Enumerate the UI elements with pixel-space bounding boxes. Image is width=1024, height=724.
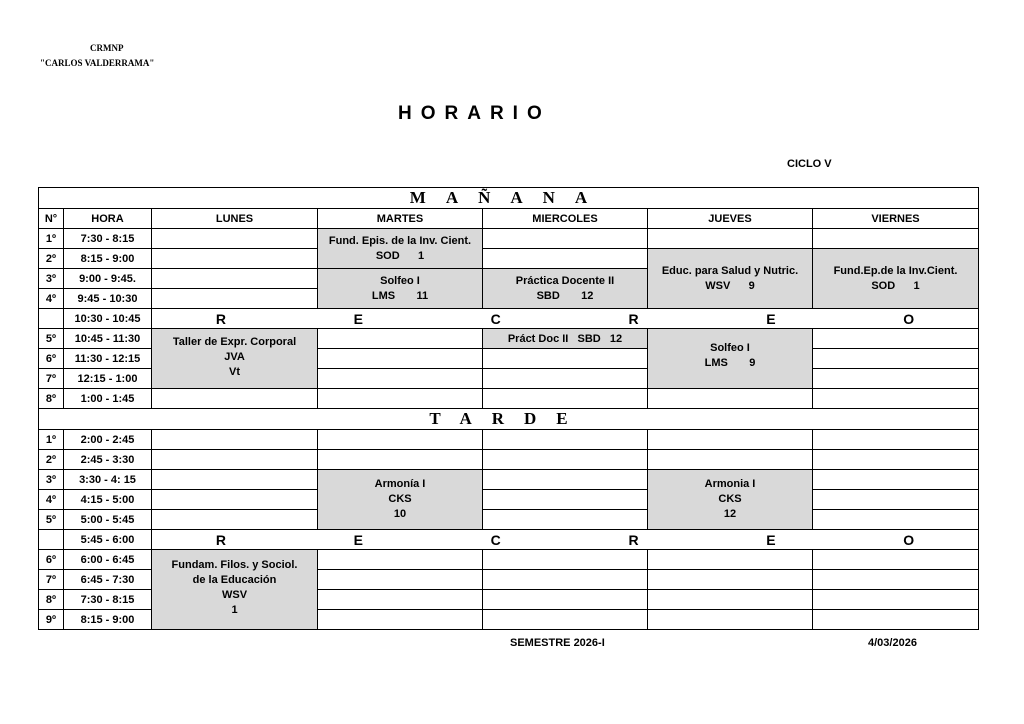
recreo-letter: R — [215, 531, 226, 548]
header-day: JUEVES — [648, 209, 813, 229]
recreo-row — [39, 530, 979, 550]
class-line: 10 — [393, 508, 407, 520]
empty-cell — [813, 570, 979, 590]
empty-cell — [318, 389, 483, 409]
empty-cell — [318, 349, 483, 369]
empty-cell — [813, 349, 979, 369]
header-num: N° — [39, 209, 64, 229]
empty-cell — [813, 329, 979, 349]
empty-cell — [318, 450, 483, 470]
period-number: 4º — [39, 490, 64, 510]
period-number: 6º — [39, 550, 64, 570]
recreo-letter: E — [766, 310, 776, 327]
recreo-letter: C — [490, 531, 501, 548]
period-time: 5:00 - 5:45 — [64, 510, 152, 530]
empty-cell — [483, 490, 648, 510]
class-line: Práct Doc II SBD 12 — [507, 332, 623, 345]
empty-cell — [483, 389, 648, 409]
empty-cell — [813, 470, 979, 490]
table-row — [39, 329, 979, 349]
table-row — [39, 249, 979, 269]
header-hora: HORA — [64, 209, 152, 229]
cycle-label: CICLO V — [787, 158, 832, 170]
period-time: 9:45 - 10:30 — [64, 289, 152, 309]
class-line: Solfeo I — [380, 274, 420, 287]
empty-cell — [318, 369, 483, 389]
period-time: 8:15 - 9:00 — [64, 610, 152, 630]
period-time: 2:45 - 3:30 — [64, 450, 152, 470]
period-time: 3:30 - 4: 15 — [64, 470, 152, 490]
class-fundam-filos — [152, 550, 318, 630]
empty-cell — [152, 450, 318, 470]
class-line: Taller de Expr. Corporal — [172, 336, 297, 348]
period-number: 8º — [39, 389, 64, 409]
empty-cell — [318, 590, 483, 610]
period-time: 10:45 - 11:30 — [64, 329, 152, 349]
recreo-letter: C — [490, 310, 501, 327]
class-fund-ep — [813, 249, 979, 309]
empty-cell — [152, 470, 318, 490]
header-day: LUNES — [152, 209, 318, 229]
empty-cell — [152, 389, 318, 409]
period-number — [39, 309, 64, 329]
class-line: 1 — [231, 604, 238, 616]
empty-cell — [483, 450, 648, 470]
recreo-letter: R — [628, 310, 639, 327]
period-number: 1º — [39, 229, 64, 249]
empty-cell — [152, 269, 318, 289]
period-number: 2º — [39, 249, 64, 269]
period-time: 9:00 - 9:45. — [64, 269, 152, 289]
class-taller — [152, 329, 318, 389]
period-number: 7º — [39, 570, 64, 590]
class-practica — [483, 269, 648, 309]
class-line: Fundam. Filos. y Sociol. — [171, 559, 298, 571]
empty-cell — [483, 349, 648, 369]
period-time: 12:15 - 1:00 — [64, 369, 152, 389]
class-line: SOD 1 — [871, 279, 920, 292]
class-solfeo-thu — [648, 329, 813, 389]
table-row — [39, 389, 979, 409]
empty-cell — [813, 490, 979, 510]
empty-cell — [483, 249, 648, 269]
class-line: CKS — [718, 493, 742, 505]
class-armonia-thu — [648, 470, 813, 530]
class-line: Vt — [229, 366, 240, 378]
recreo-letter: E — [766, 531, 776, 548]
empty-cell — [813, 430, 979, 450]
class-line: SOD 1 — [375, 249, 425, 262]
period-time: 2:00 - 2:45 — [64, 430, 152, 450]
empty-cell — [152, 430, 318, 450]
empty-cell — [648, 550, 813, 570]
empty-cell — [318, 570, 483, 590]
recreo-letter: O — [903, 310, 915, 327]
class-line: WSV — [221, 589, 248, 601]
section-morning: MAÑANA — [39, 188, 979, 209]
recreo-letter: R — [628, 531, 639, 548]
class-line: LMS 9 — [704, 357, 756, 369]
empty-cell — [648, 570, 813, 590]
class-line: Práctica Docente II — [515, 274, 615, 287]
schedule-table — [38, 187, 979, 630]
table-row — [39, 229, 979, 249]
recreo-letter: E — [353, 531, 363, 548]
period-number: 1º — [39, 430, 64, 450]
period-time: 4:15 - 5:00 — [64, 490, 152, 510]
period-number: 4º — [39, 289, 64, 309]
table-row — [39, 490, 979, 510]
period-number: 6º — [39, 349, 64, 369]
empty-cell — [483, 470, 648, 490]
empty-cell — [152, 249, 318, 269]
period-number: 8º — [39, 590, 64, 610]
empty-cell — [483, 229, 648, 249]
empty-cell — [318, 550, 483, 570]
class-armonia-tue — [318, 470, 483, 530]
empty-cell — [483, 610, 648, 630]
class-line: SBD 12 — [536, 289, 594, 302]
class-line: Solfeo I — [710, 342, 750, 354]
empty-cell — [483, 570, 648, 590]
period-number: 7º — [39, 369, 64, 389]
empty-cell — [318, 430, 483, 450]
class-line: CKS — [388, 493, 412, 505]
table-row — [39, 510, 979, 530]
empty-cell — [318, 610, 483, 630]
empty-cell — [648, 389, 813, 409]
empty-cell — [152, 510, 318, 530]
table-row — [39, 430, 979, 450]
class-solfeo-tue — [318, 269, 483, 309]
empty-cell — [813, 450, 979, 470]
class-line: WSV 9 — [705, 279, 755, 292]
empty-cell — [483, 510, 648, 530]
institution-name: CRMNP — [90, 43, 124, 53]
empty-cell — [483, 590, 648, 610]
period-number: 3º — [39, 470, 64, 490]
empty-cell — [813, 510, 979, 530]
class-line: Fund.Ep.de la Inv.Cient. — [833, 264, 958, 277]
empty-cell — [152, 490, 318, 510]
table-row — [39, 470, 979, 490]
header-row — [39, 209, 979, 229]
recreo-banner — [152, 309, 979, 329]
table-row — [39, 450, 979, 470]
period-time: 11:30 - 12:15 — [64, 349, 152, 369]
class-pract-doc — [483, 329, 648, 349]
table-row — [39, 550, 979, 570]
header-day: MIERCOLES — [483, 209, 648, 229]
header-day: VIERNES — [813, 209, 979, 229]
period-number — [39, 530, 64, 550]
period-time: 10:30 - 10:45 — [64, 309, 152, 329]
empty-cell — [648, 610, 813, 630]
date-label: 4/03/2026 — [868, 637, 917, 649]
empty-cell — [648, 450, 813, 470]
empty-cell — [483, 430, 648, 450]
period-number: 2º — [39, 450, 64, 470]
institution-subtitle: "CARLOS VALDERRAMA" — [40, 58, 155, 68]
empty-cell — [648, 590, 813, 610]
period-time: 6:45 - 7:30 — [64, 570, 152, 590]
period-number: 5º — [39, 329, 64, 349]
class-fund-epis — [318, 229, 483, 269]
period-time: 7:30 - 8:15 — [64, 590, 152, 610]
empty-cell — [813, 550, 979, 570]
class-educ-salud — [648, 249, 813, 309]
page-title: HORARIO — [398, 103, 551, 124]
period-time: 7:30 - 8:15 — [64, 229, 152, 249]
empty-cell — [813, 389, 979, 409]
class-line: JVA — [224, 351, 245, 363]
class-line: Fund. Epis. de la Inv. Cient. — [328, 234, 472, 247]
empty-cell — [813, 369, 979, 389]
period-number: 5º — [39, 510, 64, 530]
empty-cell — [318, 329, 483, 349]
empty-cell — [152, 289, 318, 309]
empty-cell — [152, 229, 318, 249]
recreo-letter: R — [215, 310, 226, 327]
recreo-letter: O — [903, 531, 915, 548]
empty-cell — [813, 590, 979, 610]
header-day: MARTES — [318, 209, 483, 229]
empty-cell — [483, 550, 648, 570]
period-number: 9º — [39, 610, 64, 630]
recreo-banner — [152, 530, 979, 550]
empty-cell — [813, 229, 979, 249]
class-line: LMS 11 — [371, 289, 429, 302]
class-line: de la Educación — [192, 574, 277, 586]
semester-label: SEMESTRE 2026-I — [510, 637, 605, 649]
recreo-row — [39, 309, 979, 329]
recreo-letter: E — [353, 310, 363, 327]
class-line: Armonia I — [704, 478, 756, 490]
period-time: 8:15 - 9:00 — [64, 249, 152, 269]
empty-cell — [483, 369, 648, 389]
empty-cell — [648, 229, 813, 249]
class-line: Armonía I — [374, 478, 426, 490]
section-afternoon: TARDE — [39, 409, 979, 430]
period-time: 1:00 - 1:45 — [64, 389, 152, 409]
empty-cell — [813, 610, 979, 630]
period-time: 6:00 - 6:45 — [64, 550, 152, 570]
empty-cell — [648, 430, 813, 450]
period-number: 3º — [39, 269, 64, 289]
period-time: 5:45 - 6:00 — [64, 530, 152, 550]
class-line: 12 — [723, 508, 737, 520]
class-line: Educ. para Salud y Nutric. — [661, 264, 799, 277]
